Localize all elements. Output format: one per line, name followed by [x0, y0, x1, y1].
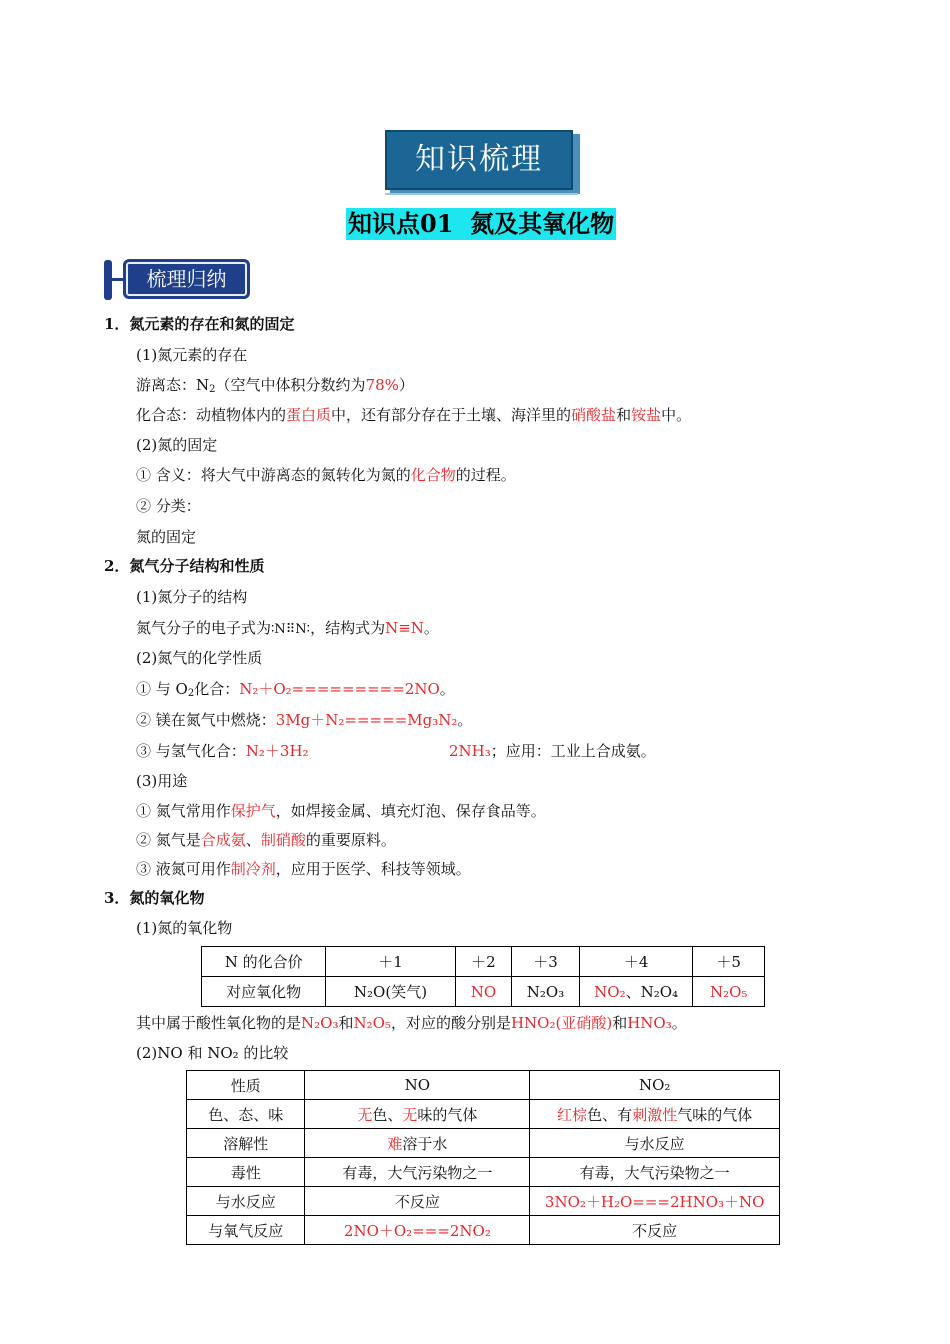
- s2-use-1: ① 氮气常用作保护气，如焊接金属、填充灯泡、保存食品等。: [136, 802, 546, 820]
- s1-subheading-2: (2)氮的固定: [136, 436, 218, 454]
- section-3-heading: 3．氮的氧化物: [104, 889, 205, 907]
- banner-underline: [385, 193, 578, 195]
- table-row: [202, 977, 765, 1007]
- knowledge-point-title: 知识点01 氮及其氧化物: [348, 209, 615, 238]
- table-cell: ＋3: [512, 947, 580, 977]
- table-cell: 有毒，大气污染物之一: [305, 1158, 530, 1187]
- s2-use-3: ③ 液氮可用作制冷剂，应用于医学、科技等领域。: [136, 860, 471, 878]
- table-cell: 溶解性: [187, 1129, 305, 1158]
- table-row: [187, 1100, 780, 1129]
- valence-oxide-table: [201, 946, 765, 1007]
- summary-tag: 梳理归纳: [123, 259, 250, 299]
- table-cell: 与水反应: [530, 1129, 780, 1158]
- s2-subheading-3: (3)用途: [136, 772, 188, 790]
- table-cell: 不反应: [305, 1187, 530, 1216]
- table-row: [187, 1158, 780, 1187]
- table-cell: ＋2: [455, 947, 512, 977]
- s3-subheading-1: (1)氮的氧化物: [136, 919, 233, 937]
- table-cell: ＋1: [326, 947, 455, 977]
- s2-subheading-1: (1)氮分子的结构: [136, 588, 248, 606]
- table-cell: 难溶于水: [305, 1129, 530, 1158]
- table-cell: NO₂: [530, 1071, 780, 1100]
- table-cell: NO: [305, 1071, 530, 1100]
- table-cell: 性质: [187, 1071, 305, 1100]
- table-cell: NO: [455, 977, 512, 1007]
- table-cell: 不反应: [530, 1216, 780, 1245]
- table-row: [187, 1187, 780, 1216]
- table-cell: 3NO₂＋H₂O===2HNO₃＋NO: [530, 1187, 780, 1216]
- s1-subheading-1: (1)氮元素的存在: [136, 346, 248, 364]
- no-no2-comparison-table: [186, 1070, 780, 1245]
- table-cell: N₂O(笑气): [326, 977, 455, 1007]
- table-cell: N₂O₅: [693, 977, 765, 1007]
- s1-classification: ② 分类：: [136, 497, 201, 515]
- section-banner: 知识梳理: [385, 130, 573, 190]
- table-cell: 有毒，大气污染物之一: [530, 1158, 780, 1187]
- tag-bar: [104, 260, 112, 300]
- table-row: [187, 1071, 780, 1100]
- table-cell: 2NO＋O₂===2NO₂: [305, 1216, 530, 1245]
- table-row: [187, 1129, 780, 1158]
- s2-reaction-o2: ① 与 $O_2$化合：N₂＋O₂=========2NO。: [136, 680, 455, 699]
- s2-electron-formula: 氮气分子的电子式为∶N⠿N∶，结构式为N≡N。: [136, 619, 439, 637]
- s3-acid-oxides: 其中属于酸性氧化物的是N₂O₃和N₂O₅，对应的酸分别是HNO₂(亚硝酸)和HNO₃。: [136, 1014, 687, 1032]
- table-cell: N₂O₃: [512, 977, 580, 1007]
- table-row: [202, 947, 765, 977]
- s1-definition: ① 含义：将大气中游离态的氮转化为氮的化合物的过程。: [136, 466, 516, 484]
- s2-subheading-2: (2)氮气的化学性质: [136, 649, 263, 667]
- s1-fixation-label: 氮的固定: [136, 528, 197, 546]
- s2-reaction-h2-left: ③ 与氢气化合：N₂＋3H₂: [136, 742, 309, 760]
- table-cell: ＋4: [579, 947, 693, 977]
- table-cell: N 的化合价: [202, 947, 326, 977]
- table-cell: 与水反应: [187, 1187, 305, 1216]
- table-cell: 色、态、味: [187, 1100, 305, 1129]
- table-row: [187, 1216, 780, 1245]
- s1-combined-state: 化合态：动植物体内的蛋白质中，还有部分存在于土壤、海洋里的硝酸盐和铵盐中。: [136, 406, 692, 424]
- s2-use-2: ② 氮气是合成氨、制硝酸的重要原料。: [136, 831, 396, 849]
- s3-subheading-2: (2)NO 和 NO₂ 的比较: [136, 1044, 289, 1062]
- s2-reaction-h2-right: 2NH₃；应用：工业上合成氨。: [449, 742, 656, 760]
- table-cell: NO₂、N₂O₄: [579, 977, 693, 1007]
- table-cell: 毒性: [187, 1158, 305, 1187]
- s1-free-state: 游离态：$N_2$（空气中体积分数约为78%）: [136, 376, 414, 395]
- s2-reaction-mg: ② 镁在氮气中燃烧：3Mg＋N₂=====Mg₃N₂。: [136, 711, 473, 729]
- table-cell: 无色、无味的气体: [305, 1100, 530, 1129]
- section-2-heading: 2．氮气分子结构和性质: [104, 557, 265, 575]
- table-cell: 对应氧化物: [202, 977, 326, 1007]
- table-cell: 红棕色、有刺激性气味的气体: [530, 1100, 780, 1129]
- section-1-heading: 1．氮元素的存在和氮的固定: [104, 315, 295, 333]
- table-cell: ＋5: [693, 947, 765, 977]
- table-cell: 与氧气反应: [187, 1216, 305, 1245]
- electron-dot-formula: ∶N⠿N∶: [271, 622, 311, 637]
